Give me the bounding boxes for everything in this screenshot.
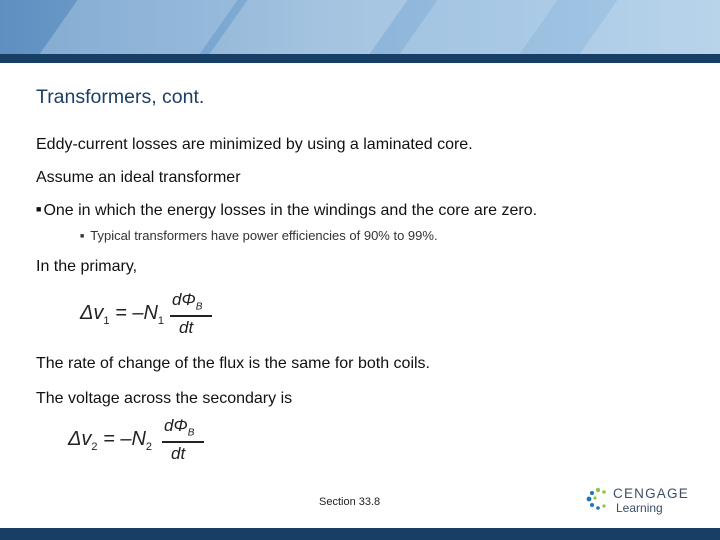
subbullet-efficiency — [80, 228, 438, 243]
footer-bar — [0, 528, 720, 540]
body-line-flux-rate: The rate of change of the flux is the same for both coils. — [36, 355, 430, 372]
banner-facet — [554, 0, 720, 54]
cengage-dots-icon — [585, 487, 609, 511]
fraction-bar — [162, 441, 204, 443]
equation-secondary — [68, 416, 228, 466]
equation-numerator: $d\Phi_B$ — [172, 290, 203, 313]
cengage-logo — [585, 484, 695, 518]
equation-denominator: dt — [171, 444, 186, 463]
equation-lhs: $\Delta v_2 = -N_2$ — [68, 428, 153, 453]
body-line-eddy-current: Eddy-current losses are minimized by using a laminated core. — [36, 136, 473, 153]
body-line-ideal-transformer: Assume an ideal transformer — [36, 169, 241, 186]
logo-brand-text: CENGAGE — [613, 486, 689, 501]
subbullet-text: Typical transformers have power efficiencies of 90% to 99%. — [90, 228, 438, 243]
slide-title: Transformers, cont. — [36, 86, 205, 108]
fraction-bar — [170, 315, 212, 317]
body-line-primary: In the primary, — [36, 258, 138, 275]
bullet-square-icon: ■ — [80, 233, 85, 240]
bullet-text: One in which the energy losses in the windings and the core are zero. — [43, 202, 538, 219]
equation-lhs: $\Delta v_1 = -N_1$ — [80, 302, 165, 327]
bullet-square-icon: ■ — [36, 204, 42, 214]
bullet-energy-losses — [36, 202, 537, 220]
banner-facet — [374, 0, 585, 54]
section-footer: Section 33.8 — [319, 496, 381, 508]
header-banner — [0, 0, 720, 54]
header-bar — [0, 54, 720, 63]
equation-denominator: dt — [179, 318, 194, 337]
equation-primary — [80, 290, 240, 340]
equation-numerator: $d\Phi_B$ — [164, 416, 195, 439]
body-line-secondary: The voltage across the secondary is — [36, 390, 293, 407]
logo-sub-text: Learning — [616, 501, 663, 515]
